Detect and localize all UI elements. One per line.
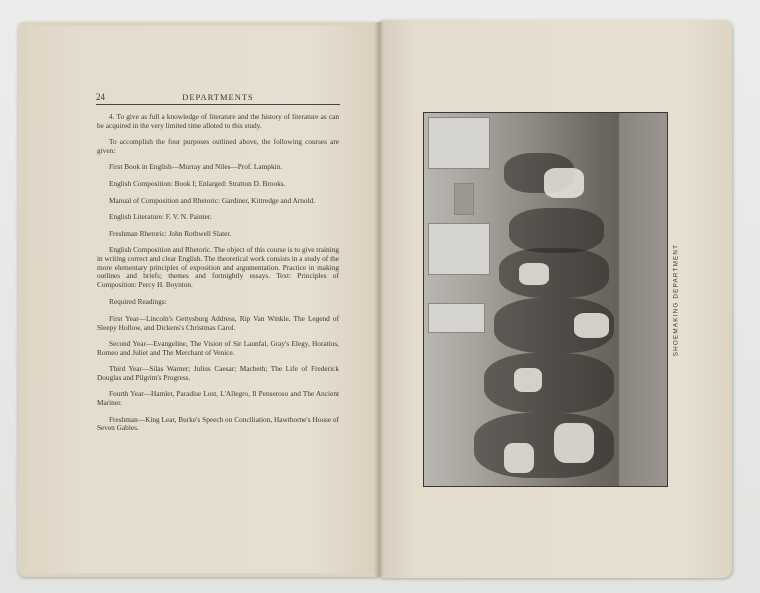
paragraph: To accomplish the four purposes outlined above, the following courses are given: [97,137,339,155]
reading-item: Freshman—King Lear, Burke's Speech on Conciliation, Hawthorne's House of Seven Gables. [97,414,339,433]
reading-item: Third Year—Silas Warner; Julius Caesar; Macbeth; The Life of Frederick Douglas and Pilgrim's Progress. [97,364,339,382]
course-item: English Composition: Book I; Enlarged: Stratton D. Brooks. [109,178,286,188]
course-item: English Literature: F. V. N. Painter. [109,212,212,222]
paragraph: 4. To give as full a knowledge of literature and the history of literature as can be acquired in the very limited time alloted to this study. [97,112,339,130]
page-header [96,92,340,105]
readings-heading: Required Readings: [109,297,167,307]
course-item: Manual of Composition and Rhetoric: Gardiner, Kittredge and Arnold. [109,195,316,205]
course-item: First Book in English—Murray and Niles—Prof. Lampkin. [109,162,283,172]
paragraph: English Composition and Rhetoric. The object of this course is to give training in writing correct and clear English. The theoretical work consists in a study of the more elementary principles of exposition and argumentation. Practice in making outlines and briefs; themes and fortnightly essays. Text: Principles of Composition: Percy H. Boynton. [97,245,339,289]
shoemaking-photograph [423,112,668,487]
reading-item: Second Year—Evangeline, The Vision of Sir Launfal, Gray's Elegy, Horatius, Romeo and Juliet and The Merchant of Venice. [97,339,339,357]
reading-item: Fourth Year—Hamlet, Paradise Lost, L'Allegro, Il Penseroso and The Ancient Mariner. [97,389,339,408]
photo-caption: SHOEMAKING DEPARTMENT [672,243,680,357]
running-head: DEPARTMENTS [182,92,254,102]
body-text [97,113,339,441]
book-gutter [374,22,384,577]
page-number: 24 [96,92,105,102]
course-item: Freshman Rhetoric: John Rothwell Slater. [109,228,232,238]
reading-item: First Year—Lincoln's Gettysburg Address, Rip Van Winkle, The Legend of Sleepy Hollow, and Dickens's Christmas Carol. [97,313,339,332]
